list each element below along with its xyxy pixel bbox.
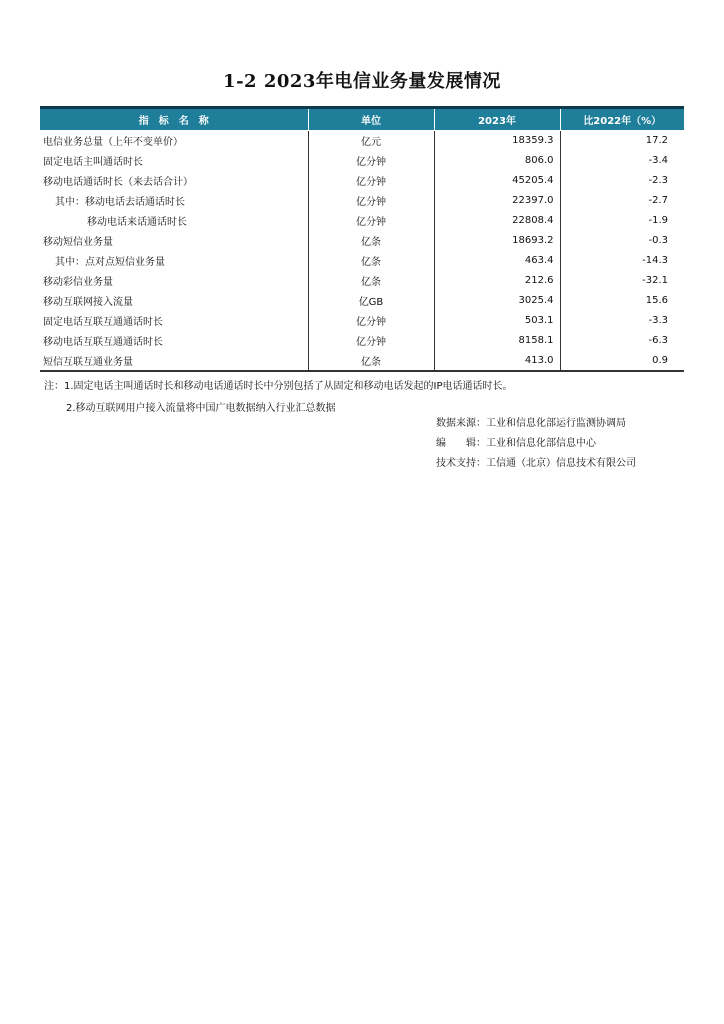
row-change: -3.3 [560, 311, 684, 331]
table-row [40, 151, 684, 171]
table-row [40, 291, 684, 311]
table-row [40, 311, 684, 331]
header-indicator: 指 标 名 称 [40, 108, 308, 131]
row-unit: 亿条 [308, 271, 434, 291]
row-unit: 亿条 [308, 351, 434, 371]
row-name: 其中：点对点短信业务量 [55, 257, 165, 268]
row-value: 18359.3 [512, 135, 554, 147]
row-change: 17.2 [560, 131, 684, 151]
credits-block [436, 414, 636, 474]
table-row [40, 251, 684, 271]
row-unit: 亿GB [308, 291, 434, 311]
row-value: 212.6 [524, 275, 554, 286]
footnote-1: 注：1.固定电话主叫通话时长和移动电话通话时长中分别包括了从固定和移动电话发起的IP电话通话时长。 [44, 381, 513, 392]
table-row [40, 351, 684, 371]
row-value: 22808.4 [512, 215, 554, 226]
credit-source: 数据来源：工业和信息化部运行监测协调局 [436, 418, 626, 429]
table-row [40, 131, 684, 151]
row-unit: 亿条 [308, 231, 434, 251]
row-unit: 亿分钟 [308, 331, 434, 351]
row-unit: 亿条 [308, 251, 434, 271]
row-name: 移动电话来话通话时长 [87, 217, 187, 228]
row-name: 移动彩信业务量 [43, 277, 113, 288]
row-unit: 亿分钟 [308, 191, 434, 211]
row-change: 15.6 [560, 291, 684, 311]
row-value: 806.0 [524, 155, 554, 166]
table-row [40, 211, 684, 231]
page-title: 1-2 2023年电信业务量发展情况 [223, 71, 501, 92]
row-value: 503.1 [524, 315, 554, 326]
row-name: 固定电话主叫通话时长 [43, 157, 143, 168]
row-unit: 亿分钟 [308, 211, 434, 231]
row-unit: 亿元 [308, 131, 434, 151]
row-name: 固定电话互联互通通话时长 [43, 317, 163, 328]
table-header-row [40, 108, 684, 131]
telecom-stats-table [40, 106, 684, 372]
credit-support: 技术支持：工信通（北京）信息技术有限公司 [436, 458, 636, 469]
row-value: 18693.2 [512, 235, 554, 246]
row-change: -0.3 [560, 231, 684, 251]
row-change: -3.4 [560, 151, 684, 171]
row-change: -2.3 [560, 171, 684, 191]
credit-editor: 编 辑：工业和信息化部信息中心 [436, 438, 596, 449]
table-row [40, 231, 684, 251]
row-unit: 亿分钟 [308, 171, 434, 191]
row-name: 其中：移动电话去话通话时长 [55, 197, 185, 208]
table-row [40, 171, 684, 191]
header-2023: 2023年 [434, 108, 560, 131]
row-value: 3025.4 [518, 295, 554, 306]
row-name: 移动电话互联互通通话时长 [43, 337, 163, 348]
row-change: -14.3 [560, 251, 684, 271]
row-name: 移动互联网接入流量 [43, 297, 133, 308]
row-name: 移动短信业务量 [43, 237, 113, 248]
row-value: 22397.0 [512, 195, 554, 206]
row-change: -2.7 [560, 191, 684, 211]
table-row [40, 271, 684, 291]
row-change: -32.1 [560, 271, 684, 291]
table-row [40, 191, 684, 211]
header-unit: 单位 [308, 108, 434, 131]
row-unit: 亿分钟 [308, 311, 434, 331]
row-change: -1.9 [560, 211, 684, 231]
row-value: 8158.1 [518, 335, 554, 346]
row-value: 413.0 [434, 351, 560, 371]
row-unit: 亿分钟 [308, 151, 434, 171]
row-value: 463.4 [524, 255, 554, 266]
footnote-2: 2.移动互联网用户接入流量将中国广电数据纳入行业汇总数据 [66, 403, 336, 414]
row-change: 0.9 [560, 351, 684, 371]
row-name: 短信互联互通业务量 [40, 351, 308, 371]
row-value: 45205.4 [512, 175, 554, 186]
row-name: 移动电话通话时长（来去话合计） [43, 177, 193, 188]
row-change: -6.3 [560, 331, 684, 351]
row-name: 电信业务总量（上年不变单价） [43, 137, 183, 149]
header-change: 比2022年（%） [560, 108, 684, 131]
table-row [40, 331, 684, 351]
